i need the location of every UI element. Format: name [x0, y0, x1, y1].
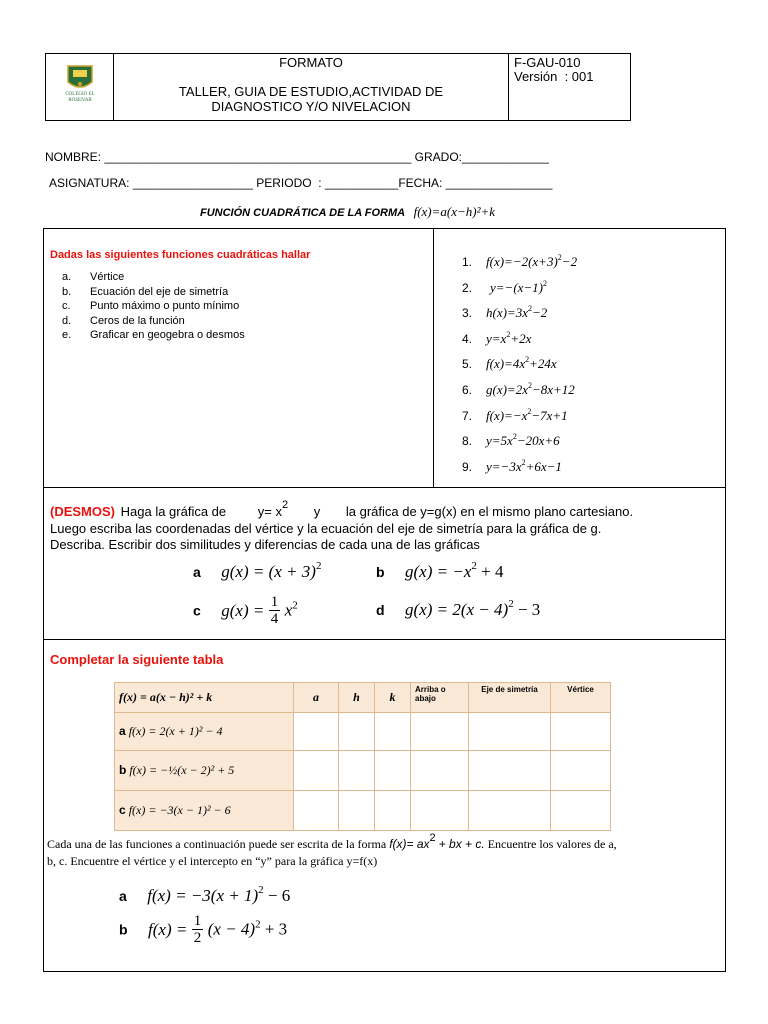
- section1-task-list: [62, 270, 245, 343]
- col-header-a: a: [294, 683, 339, 713]
- task-item: b. Ecuación del eje de simetría: [62, 285, 229, 298]
- table-row: b f(x) = −½(x − 2)² + 5: [115, 751, 611, 791]
- function-list: [462, 254, 577, 484]
- cell-input[interactable]: [551, 713, 611, 751]
- desmos-item-a: a $g(x) = (x + 3)^2$: [193, 560, 322, 581]
- section1-box: [43, 228, 726, 488]
- doc-title-line1: TALLER, GUIA DE ESTUDIO,ACTIVIDAD DE: [178, 84, 444, 99]
- desmos-label: (DESMOS): [50, 504, 115, 519]
- header-divider-right: [508, 53, 509, 121]
- col-header-k: k: [375, 683, 411, 713]
- section2-line3: Describa. Escribir dos similitudes y diferencias de cada una de las gráficas: [50, 537, 480, 552]
- task-item: a. Vértice: [62, 271, 125, 283]
- cell-input[interactable]: [375, 751, 411, 791]
- cell-input[interactable]: [294, 791, 339, 831]
- formato-label: FORMATO: [279, 55, 343, 70]
- completion-table: [114, 682, 611, 831]
- section3-item-b: b f(x) = $\frac{1}{2}$ $(x - 4)^2 + 3$: [119, 913, 288, 946]
- section3-heading: Completar la siguiente tabla: [50, 652, 224, 667]
- function-item: 5. $f(x)=4x^2+24x$: [462, 355, 557, 372]
- section1-divider: [433, 228, 434, 488]
- doc-version: Versión : 001: [514, 69, 594, 84]
- function-item: 4. $y=x^2+2x$: [462, 329, 532, 346]
- cell-input[interactable]: [411, 713, 469, 751]
- doc-title-line2: DIAGNOSTICO Y/O NIVELACION: [211, 99, 411, 114]
- logo-text: COLEGIO EL ROSENAR: [65, 92, 95, 103]
- function-item: 7. $f(x)=-x^2-7x+1$: [462, 406, 568, 423]
- cell-input[interactable]: [469, 791, 551, 831]
- doc-code: F-GAU-010: [514, 55, 581, 70]
- function-item: 1. $f(x)=-2(x+3)^2-2$: [462, 253, 578, 269]
- cell-input[interactable]: [375, 713, 411, 751]
- function-item: 3. $h(x)=3x^2-2$: [462, 304, 548, 321]
- cell-input[interactable]: [339, 751, 375, 791]
- function-item: 6. $g(x)=2x^2-8x+12$: [462, 380, 575, 397]
- desmos-item-b: b $g(x) = -x^2 + 4$: [376, 560, 504, 581]
- col-header-vertice: Vértice: [551, 683, 611, 713]
- cell-input[interactable]: [551, 751, 611, 791]
- cell-input[interactable]: [469, 751, 551, 791]
- asignatura-periodo-fecha-field[interactable]: ASIGNATURA: __________________ PERIODO : ___________FECHA: ________________: [49, 176, 553, 190]
- cell-input[interactable]: [375, 791, 411, 831]
- desmos-item-c: c g(x) = $\frac{1}{4}$ $x^2$: [193, 594, 298, 627]
- task-item: d. Ceros de la función: [62, 314, 185, 327]
- nombre-grado-field[interactable]: NOMBRE: ______________________________________________ GRADO:_____________: [45, 150, 549, 164]
- cell-input[interactable]: [339, 791, 375, 831]
- cell-input[interactable]: [551, 791, 611, 831]
- cell-input[interactable]: [469, 713, 551, 751]
- table-row: c f(x) = −3(x − 1)² − 6: [115, 791, 611, 831]
- cell-input[interactable]: [411, 751, 469, 791]
- topic-prefix: FUNCIÓN CUADRÁTICA DE LA FORMA: [200, 207, 406, 219]
- function-item: 9. $y=-3x^2+6x-1$: [462, 457, 562, 474]
- cell-input[interactable]: [294, 713, 339, 751]
- school-logo: [56, 62, 104, 108]
- function-item: 8. $y=5x^2-20x+6$: [462, 432, 560, 449]
- col-header-function: f(x) = a(x − h)² + k: [115, 683, 294, 713]
- cell-input[interactable]: [339, 713, 375, 751]
- section2-line2: Luego escriba las coordenadas del vértice y la ecuación del eje de simetría para la gráfica de g.: [50, 521, 602, 536]
- section1-heading: Dadas las siguientes funciones cuadráticas hallar: [50, 249, 311, 261]
- section3-paragraph-line2: b, c. Encuentre el vértice y el intercepto en “y” para la gráfica y=f(x): [47, 854, 378, 868]
- section3-paragraph-line1: Cada una de las funciones a continuación puede ser escrita de la forma $f(x)= ax^2$ + bx + c. Encuentre los valores de a,: [47, 832, 617, 851]
- function-item: 2. $y=-(x-1)^2$: [462, 278, 548, 295]
- topic-title: [200, 203, 495, 221]
- col-header-arriba-abajo: Arriba o abajo: [411, 683, 469, 713]
- task-item: c. Punto máximo o punto mínimo: [62, 300, 240, 312]
- table-row: a f(x) = 2(x + 1)² − 4: [115, 713, 611, 751]
- task-item: e. Graficar en geogebra o desmos: [62, 329, 245, 341]
- section2-line1: (DESMOS) Haga la gráfica de $y= x^2$ y la gráfica de y=g(x) en el mismo plano cartesiano.: [50, 499, 634, 519]
- topic-formula: f(x)=a(x−h)²+k: [413, 204, 496, 219]
- cell-input[interactable]: [294, 751, 339, 791]
- col-header-h: h: [339, 683, 375, 713]
- desmos-item-d: d $g(x) = 2(x - 4)^2 - 3$: [376, 598, 541, 619]
- col-header-eje-simetria: Eje de simetría: [469, 683, 551, 713]
- cell-input[interactable]: [411, 791, 469, 831]
- section3-item-a: a $f(x) = -3(x + 1)^2 - 6$: [119, 884, 291, 905]
